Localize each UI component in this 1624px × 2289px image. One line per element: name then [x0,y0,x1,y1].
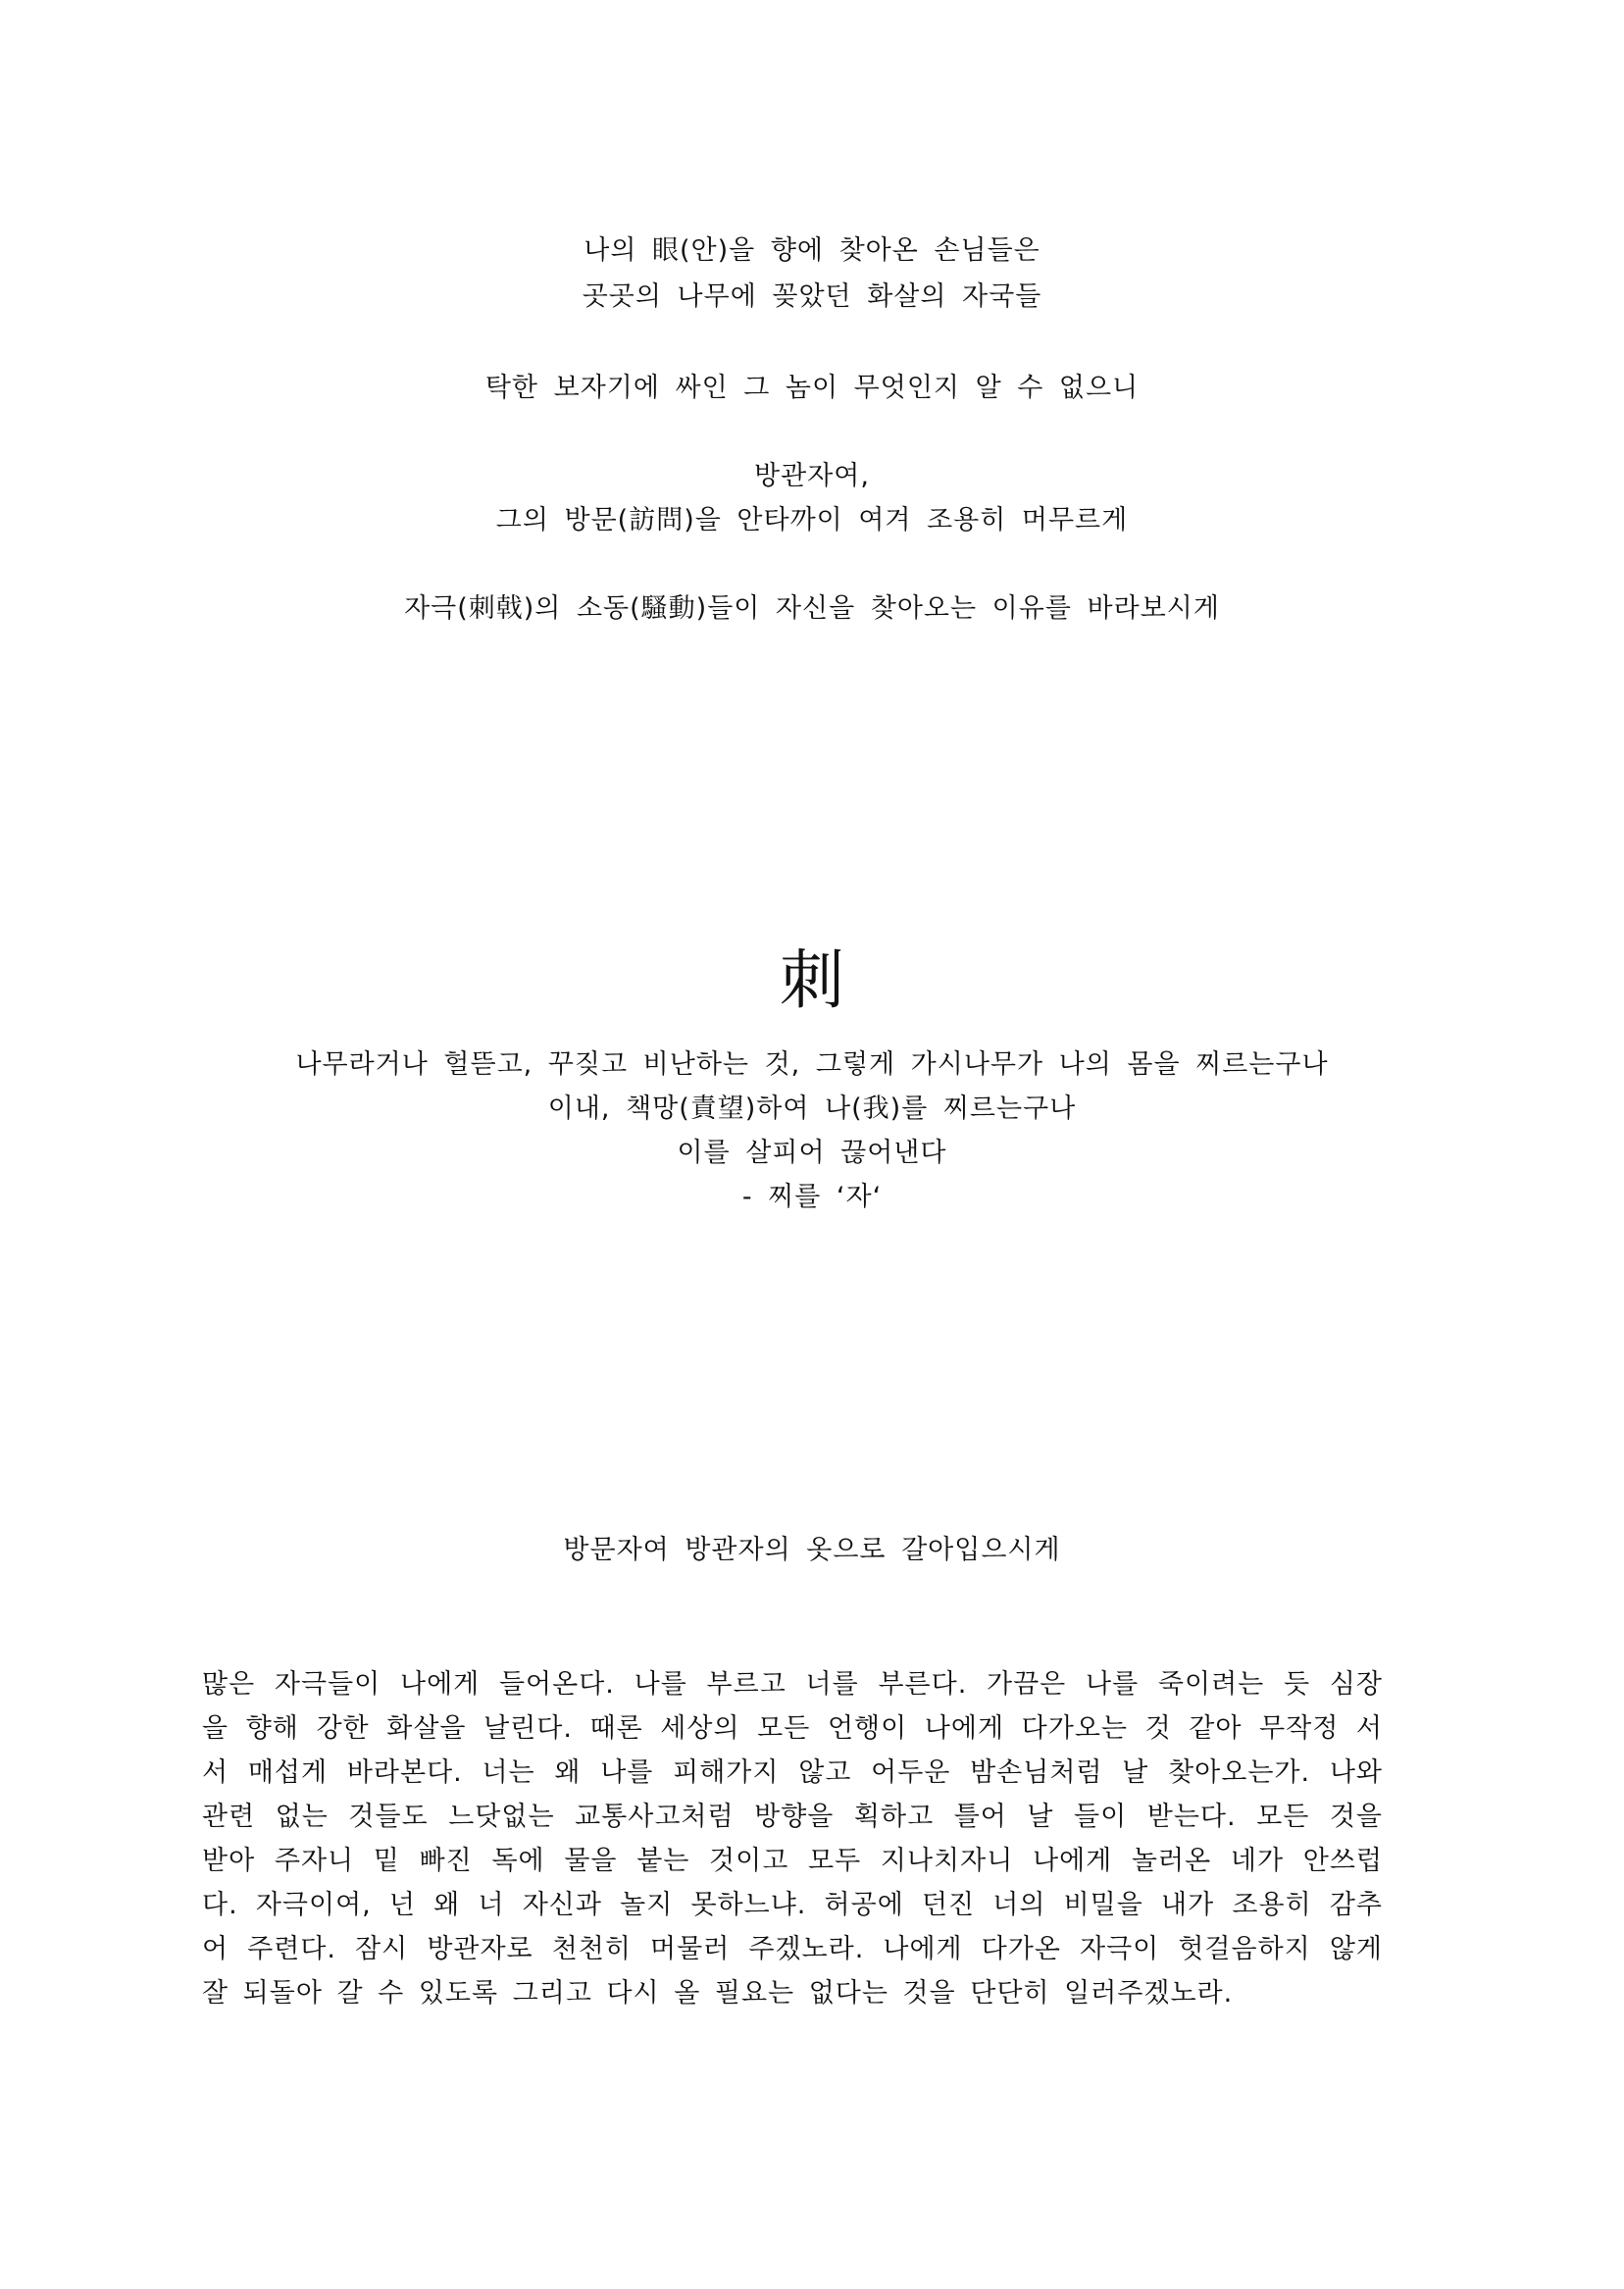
definition-line: 이를 살피어 끊어낸다 [677,1138,947,1168]
prose-line: 관련 없는 것들도 느닷없는 교통사고처럼 방향을 획하고 틀어 날 들이 받는다. 모든 것을 [202,1802,1383,1832]
poem-line: 그의 방문(訪問)을 안타까이 여겨 조용히 머무르게 [495,505,1129,535]
prose-line: 을 향해 강한 화살을 날린다. 때론 세상의 모든 언행이 나에게 다가오는 것 같아 무작정 서 [202,1713,1383,1744]
prose-line: 어 주련다. 잠시 방관자로 천천히 머물러 주겠노라. 나에게 다가온 자극이 헛걸음하지 않게 [202,1934,1383,1964]
prose-line: 잘 되돌아 갈 수 있도록 그리고 다시 올 필요는 없다는 것을 단단히 일러주겠노라. [202,1978,1234,2009]
definition-line: 이내, 책망(責望)하여 나(我)를 찌르는구나 [547,1094,1077,1124]
prose-paragraph [202,1662,1383,2015]
closing-title: 방문자여 방관자의 옷으로 갈아입으시게 [563,1535,1061,1565]
poem-line: 나의 眼(안)을 향에 찾아온 손님들은 [584,235,1040,266]
hanja-title: 刺 [780,942,844,1018]
poem-line: 탁한 보자기에 싸인 그 놈이 무엇인지 알 수 없으니 [484,373,1140,403]
prose-line: 서 매섭게 바라본다. 너는 왜 나를 피해가지 않고 어두운 밤손님처럼 날 찾아오는가. 나와 [202,1757,1383,1788]
poem-line: 곳곳의 나무에 꽂았던 화살의 자국들 [582,281,1042,312]
poem-line: 방관자여, [754,461,870,491]
definition-line: 나무라거나 헐뜯고, 꾸짖고 비난하는 것, 그렇게 가시나무가 나의 몸을 찌르는구나 [295,1049,1329,1080]
prose-line: 받아 주자니 밑 빠진 독에 물을 붙는 것이고 모두 지나치자니 나에게 놀러온 네가 안쓰럽 [202,1846,1383,1876]
poem-line: 자극(刺戟)의 소동(騷動)들이 자신을 찾아오는 이유를 바라보시게 [404,593,1220,624]
definition-attribution: - 찌를 ‘자‘ [741,1182,883,1212]
prose-line: 많은 자극들이 나에게 들어온다. 나를 부르고 너를 부른다. 가끔은 나를 죽이려는 듯 심장 [202,1669,1383,1700]
prose-line: 다. 자극이여, 넌 왜 너 자신과 놀지 못하느냐. 허공에 던진 너의 비밀을 내가 조용히 감추 [202,1890,1383,1920]
